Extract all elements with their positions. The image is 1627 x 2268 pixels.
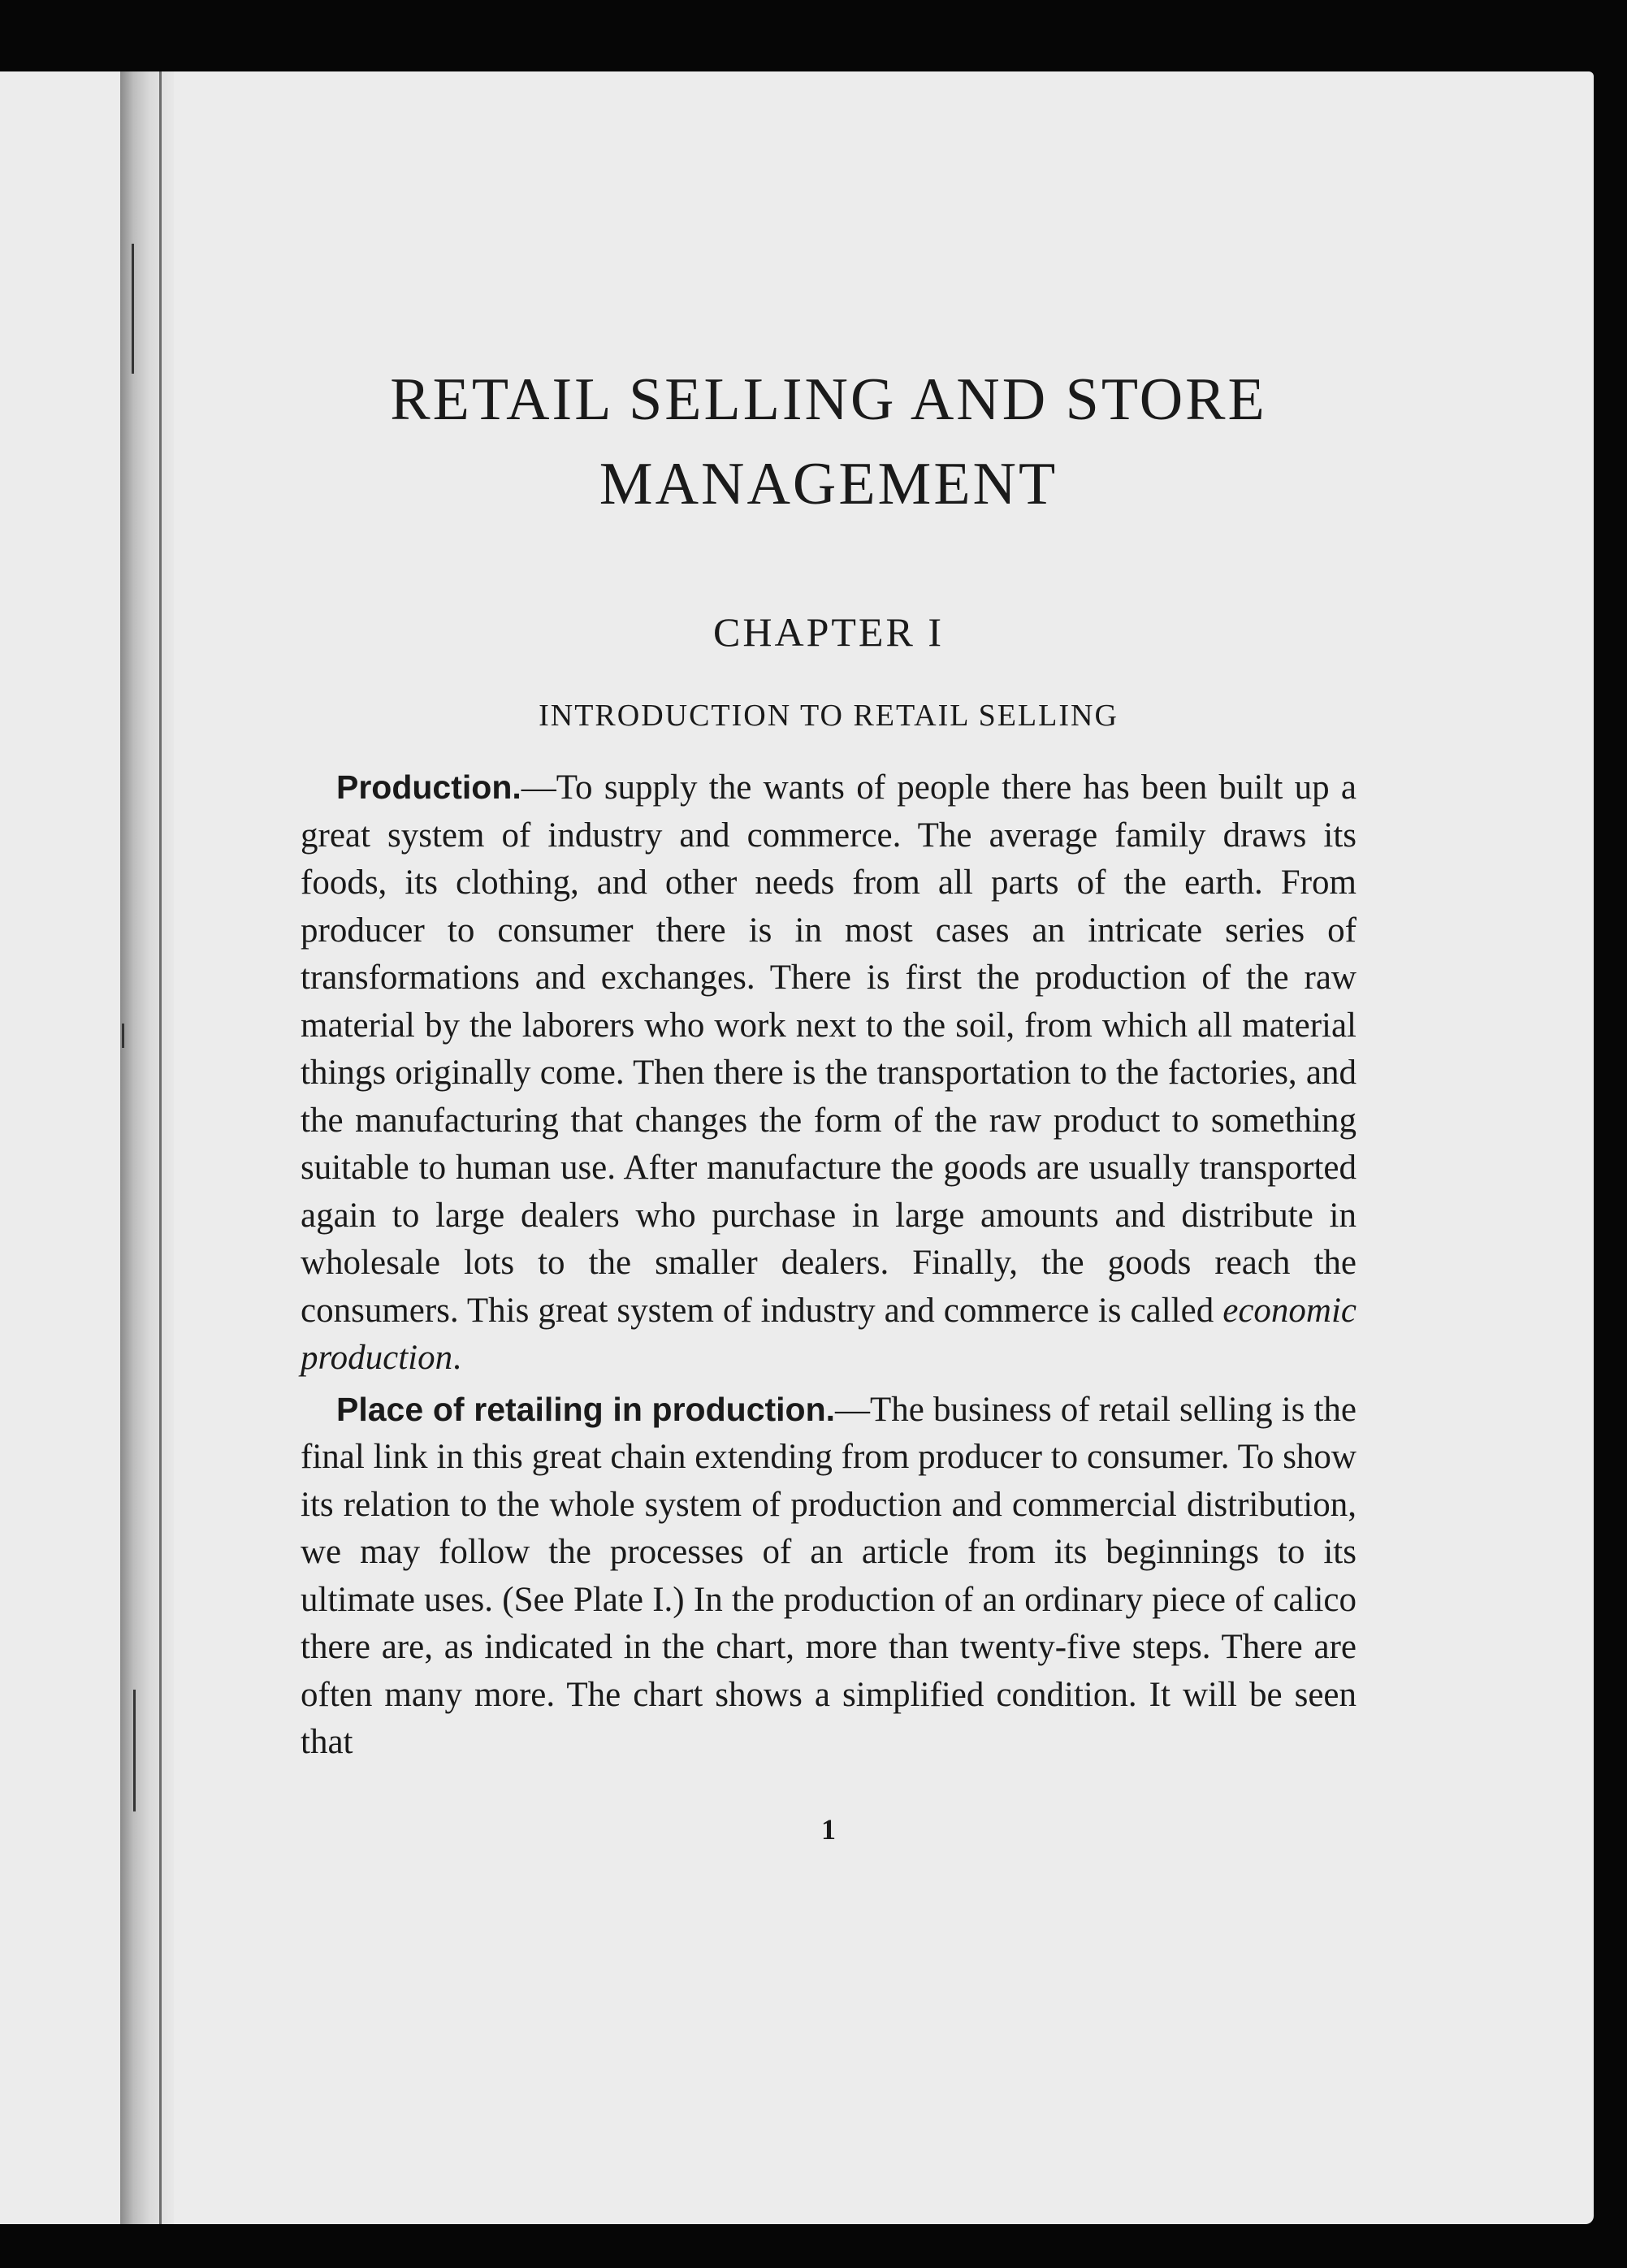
paragraph-heading: Production.: [336, 768, 521, 806]
paragraph-production: [301, 764, 1357, 1383]
scan-edge-mark: [133, 1690, 136, 1811]
page-text-block: [301, 357, 1357, 1846]
gutter-edge-line: [159, 71, 162, 2224]
scan-edge-mark: [132, 244, 134, 374]
chapter-title: INTRODUCTION TO RETAIL SELLING: [539, 699, 1119, 733]
paragraph-text: —The business of retail selling is the final link in this great chain extending from producer to consumer. To show its relation to the whole system of production and commercial distribution, we may follow the processes of an article from its beginnings to its ultimate uses. (See Plate I.) In the production of an ordinary piece of calico there are, as indicated in the chart, more than twenty-five steps. There are often many more. The chart shows a simplified condition. It will be seen that: [301, 1390, 1357, 1761]
paragraph-heading: Place of retailing in production.: [336, 1390, 836, 1428]
book-title: RETAIL SELLING AND STORE MANAGEMENT: [390, 366, 1267, 517]
emphasized-term: economic production: [301, 1291, 1357, 1377]
paragraph-end: .: [452, 1339, 461, 1377]
page-number: 1: [821, 1812, 836, 1846]
paragraph-text: —To supply the wants of people there has been built up a great system of industry and commerce. The average family draws its foods, its clothing, and other needs from all parts of the earth. From producer to consumer there is in most cases an intricate series of transformations and exchanges. There is first the production of the raw material by the laborers who work next to the soil, from which all material things originally come. Then there is the transportation to the factories, and the manufacturing that changes the form of the raw product to something suitable to human use. After manufacture the goods are usually transported again to large dealers who purchase in large amounts and distribute in wholesale lots to the smaller dealers. Finally, the goods reach the consumers. This great system of industry and commerce is called: [301, 768, 1357, 1330]
page-gutter-shadow: [120, 71, 174, 2224]
paragraph-place-of-retailing: [301, 1386, 1357, 1767]
chapter-number: CHAPTER I: [713, 609, 944, 655]
scan-edge-mark: [122, 1024, 124, 1048]
